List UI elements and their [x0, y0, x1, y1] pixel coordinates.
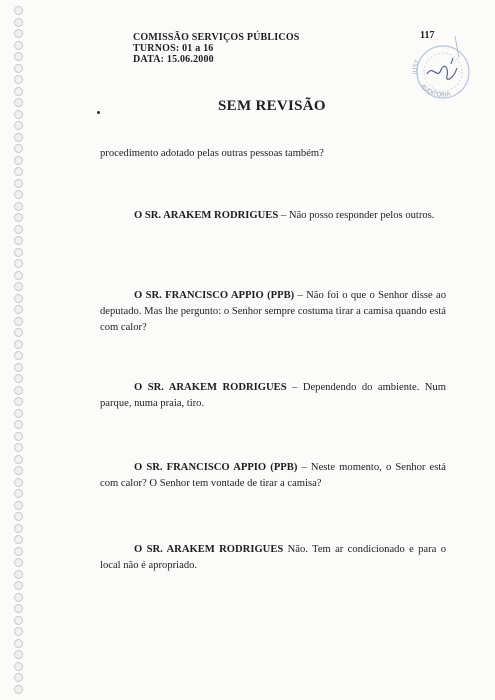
signature-mark: [427, 58, 457, 79]
binder-hole: [14, 685, 23, 694]
binder-hole: [14, 432, 23, 441]
header-turns: TURNOS: 01 a 16: [133, 43, 214, 54]
binder-hole: [14, 167, 23, 176]
binder-hole: [14, 558, 23, 567]
speech-text: – Não posso responder pelos outros.: [278, 210, 435, 221]
binder-hole: [14, 604, 23, 613]
speaker-name: O SR. ARAKEM RODRIGUES: [134, 382, 287, 393]
binder-hole: [14, 225, 23, 234]
binder-hole: [14, 501, 23, 510]
binder-hole: [14, 662, 23, 671]
binder-hole: [14, 581, 23, 590]
page-title: SEM REVISÃO: [218, 98, 326, 114]
transcript-paragraph: [100, 460, 446, 492]
binder-hole: [14, 144, 23, 153]
binder-hole: [14, 524, 23, 533]
binder-hole: [14, 639, 23, 648]
speaker-name: O SR. ARAKEM RODRIGUES: [134, 210, 279, 221]
binder-hole: [14, 271, 23, 280]
binder-hole: [14, 420, 23, 429]
header-date: DATA: 15.06.2000: [133, 54, 214, 65]
binder-hole: [14, 52, 23, 61]
binder-hole: [14, 248, 23, 257]
binder-hole: [14, 443, 23, 452]
speech-text: Não. Tem ar condicionado e para o local não é apropriado.: [100, 544, 446, 571]
binder-hole: [14, 673, 23, 682]
binder-hole: [14, 397, 23, 406]
binder-hole: [14, 374, 23, 383]
binder-hole: [14, 98, 23, 107]
stamp-text-left: JUST: [411, 58, 422, 75]
binder-hole: [14, 328, 23, 337]
binder-hole: [14, 18, 23, 27]
binder-hole: [14, 409, 23, 418]
document-header: [133, 32, 300, 65]
transcript-paragraph: [100, 288, 446, 336]
binder-hole: [14, 570, 23, 579]
binder-hole: [14, 87, 23, 96]
audit-stamp: [407, 34, 477, 104]
binder-hole: [14, 179, 23, 188]
speech-text: – Dependendo do ambiente. Num parque, numa praia, tiro.: [100, 382, 446, 409]
transcript-paragraph: [100, 542, 446, 574]
binder-hole: [14, 156, 23, 165]
binder-hole: [14, 133, 23, 142]
binder-hole: [14, 535, 23, 544]
binder-hole: [14, 305, 23, 314]
binder-hole: [14, 363, 23, 372]
binder-hole: [14, 455, 23, 464]
binder-hole: [14, 317, 23, 326]
binder-hole: [14, 6, 23, 15]
binder-hole: [14, 213, 23, 222]
speech-text: – Não foi o que o Senhor disse ao deputado. Mas lhe pergunto: o Senhor sempre costuma tirar a camisa quando está com calor?: [100, 290, 447, 333]
binder-hole: [14, 386, 23, 395]
transcript-paragraph: [100, 380, 446, 412]
binder-hole: [14, 351, 23, 360]
binder-hole: [14, 121, 23, 130]
binder-holes: [14, 0, 28, 700]
binder-hole: [14, 489, 23, 498]
binder-hole: [14, 650, 23, 659]
binder-hole: [14, 282, 23, 291]
binder-hole: [14, 512, 23, 521]
binder-hole: [14, 547, 23, 556]
binder-hole: [14, 627, 23, 636]
binder-hole: [14, 75, 23, 84]
binder-hole: [14, 190, 23, 199]
header-commission: COMISSÃO SERVIÇOS PÚBLICOS: [133, 32, 300, 43]
speech-text: procedimento adotado pelas outras pessoas também?: [100, 148, 324, 159]
page-number: 117: [420, 30, 435, 41]
binder-hole: [14, 29, 23, 38]
binder-hole: [14, 466, 23, 475]
binder-hole: [14, 340, 23, 349]
transcript-paragraph: [100, 146, 446, 162]
binder-hole: [14, 110, 23, 119]
binder-hole: [14, 64, 23, 73]
binder-hole: [14, 593, 23, 602]
binder-hole: [14, 41, 23, 50]
speech-text: – Neste momento, o Senhor está com calor? O Senhor tem vontade de tirar a camisa?: [100, 462, 446, 489]
binder-hole: [14, 202, 23, 211]
speaker-name: O SR. FRANCISCO APPIO (PPB): [134, 462, 298, 473]
binder-hole: [14, 478, 23, 487]
binder-hole: [14, 616, 23, 625]
speaker-name: O SR. ARAKEM RODRIGUES: [134, 544, 284, 555]
binder-hole: [14, 294, 23, 303]
margin-dot: [97, 111, 100, 114]
binder-hole: [14, 259, 23, 268]
stamp-text-bottom: AUDITORIA: [419, 82, 452, 99]
binder-hole: [14, 236, 23, 245]
speaker-name: O SR. FRANCISCO APPIO (PPB): [134, 290, 295, 301]
transcript-paragraph: [100, 208, 446, 224]
